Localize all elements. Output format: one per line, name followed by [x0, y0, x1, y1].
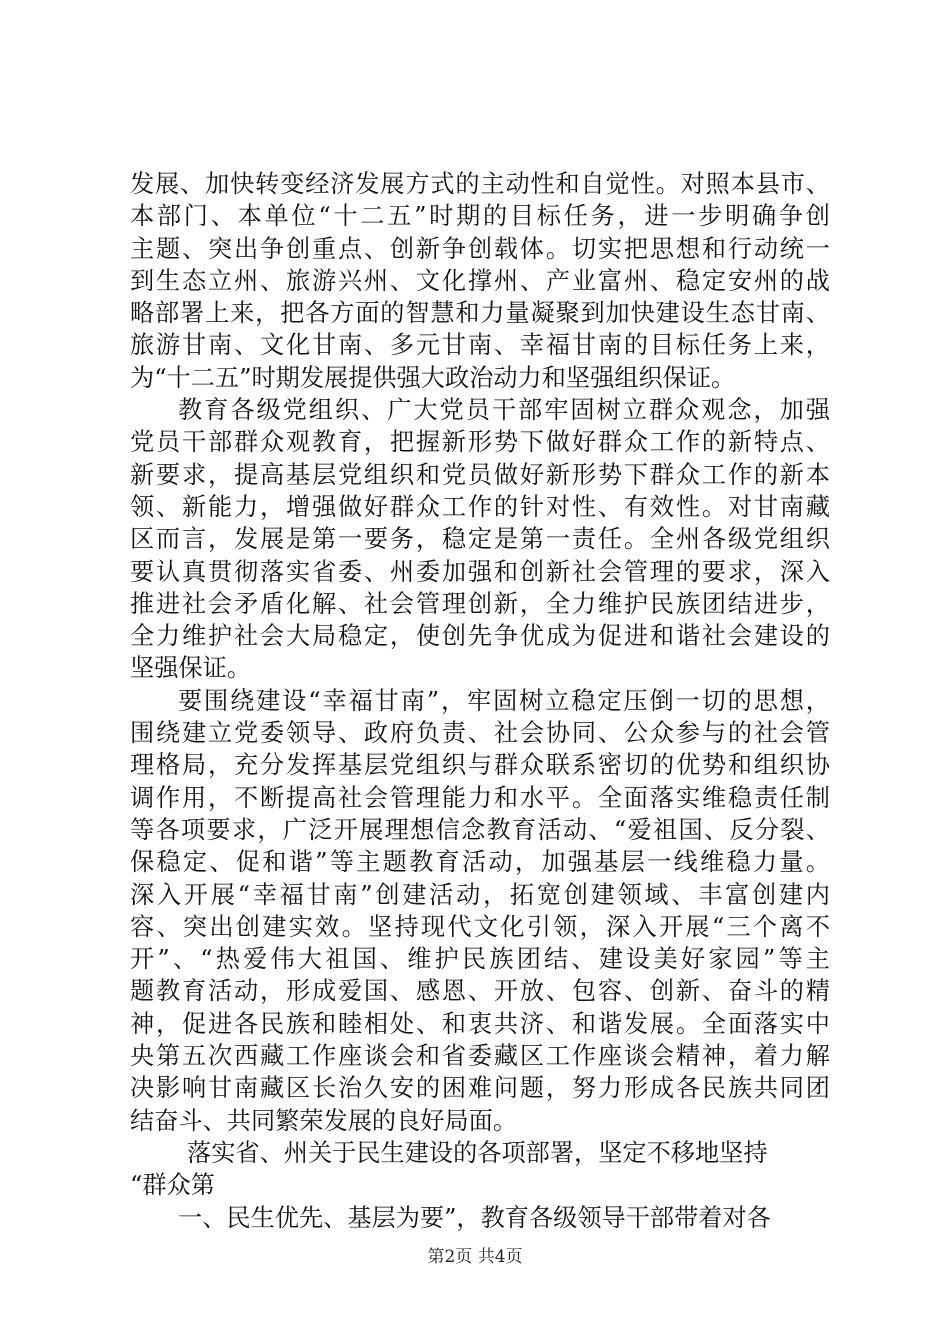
paragraph — [130, 1202, 830, 1234]
text-line: 略部署上来，把各方面的智慧和力量凝聚到加快建设生态甘南、 — [130, 299, 830, 328]
text-line: 理格局，充分发挥基层党组织与群众联系密切的优势和组织协 — [130, 751, 830, 780]
text-line: 一、民生优先、基层为要”，教育各级领导干部带着对各 — [178, 1203, 771, 1232]
body-text — [130, 168, 830, 1234]
text-line: 题教育活动，形成爱国、感恩、开放、包容、创新、奋斗的精 — [130, 977, 830, 1006]
text-line: 全力维护社会大局稳定，使创先争优成为促进和谐社会建设的 — [130, 622, 830, 651]
text-line: 神，促进各民族和睦相处、和衷共济、和谐发展。全面落实中 — [130, 1009, 830, 1038]
text-line: 旅游甘南、文化甘南、多元甘南、幸福甘南的目标任务上来， — [130, 331, 830, 360]
text-line: 本部门、本单位“十二五”时期的目标任务，进一步明确争创 — [130, 202, 830, 231]
text-line: 调作用，不断提高社会管理能力和水平。全面落实维稳责任制 — [130, 783, 830, 812]
text-line: 要认真贯彻落实省委、州委加强和创新社会管理的要求，深入 — [130, 557, 830, 586]
text-line: 开”、“热爱伟大祖国、维护民族团结、建设美好家园”等主 — [130, 945, 830, 974]
text-line: 决影响甘南藏区长治久安的困难问题，努力形成各民族共同团 — [130, 1074, 830, 1103]
text-line: 深入开展“幸福甘南”创建活动，拓宽创建领域、丰富创建内 — [130, 880, 830, 909]
text-line: 区而言，发展是第一要务，稳定是第一责任。全州各级党组织 — [130, 525, 830, 554]
text-line: 围绕建立党委领导、政府负责、社会协同、公众参与的社会管 — [130, 719, 830, 748]
text-line: 新要求，提高基层党组织和党员做好新形势下群众工作的新本 — [130, 460, 830, 489]
paragraph — [130, 394, 830, 685]
text-line: 推进社会矛盾化解、社会管理创新，全力维护民族团结进步， — [130, 589, 830, 618]
text-line: 落实省、州关于民生建设的各项部署，坚定不移地坚持 — [187, 1138, 768, 1167]
paragraph — [130, 685, 830, 1137]
text-line: 结奋斗、共同繁荣发展的良好局面。 — [130, 1106, 518, 1135]
text-line: 发展、加快转变经济发展方式的主动性和自觉性。对照本县市、 — [130, 170, 830, 198]
text-line: 主题、突出争创重点、创新争创载体。切实把思想和行动统一 — [130, 234, 830, 263]
text-line: “群众第 — [130, 1171, 215, 1200]
paragraph — [130, 1137, 830, 1202]
text-line: 容、突出创建实效。坚持现代文化引领，深入开展“三个离不 — [130, 912, 830, 941]
text-line: 为“十二五”时期发展提供强大政治动力和坚强组织保证。 — [130, 363, 736, 392]
text-line: 党员干部群众观教育，把握新形势下做好群众工作的新特点、 — [130, 428, 830, 457]
text-line: 等各项要求，广泛开展理想信念教育活动、“爱祖国、反分裂、 — [130, 815, 830, 844]
text-line: 领、新能力，增强做好群众工作的针对性、有效性。对甘南藏 — [130, 492, 830, 521]
text-line: 要围绕建设“幸福甘南”，牢固树立稳定压倒一切的思想， — [178, 686, 830, 715]
text-line: 坚强保证。 — [130, 654, 251, 683]
text-line: 央第五次西藏工作座谈会和省委藏区工作座谈会精神，着力解 — [130, 1042, 830, 1071]
paragraph — [130, 168, 830, 394]
page-number-footer: 第2页 共4页 — [427, 1247, 523, 1267]
text-line: 保稳定、促和谐”等主题教育活动，加强基层一线维稳力量。 — [130, 848, 830, 877]
text-line: 到生态立州、旅游兴州、文化撑州、产业富州、稳定安州的战 — [130, 266, 830, 295]
text-line: 教育各级党组织、广大党员干部牢固树立群众观念，加强 — [178, 396, 830, 425]
